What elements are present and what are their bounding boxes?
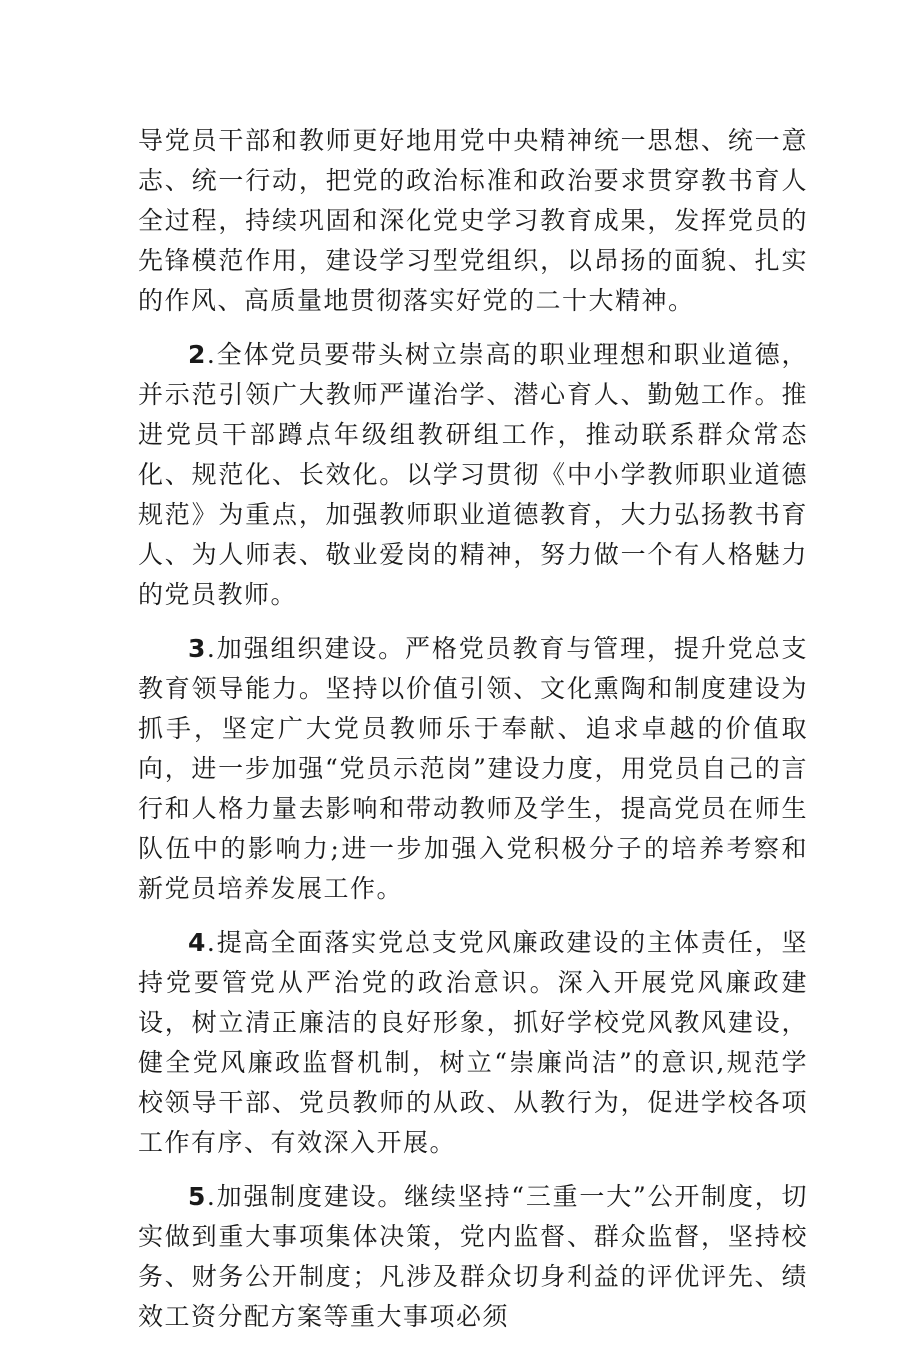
item-number: 5 — [188, 1182, 207, 1211]
paragraph-text: .提高全面落实党总支党风廉政建设的主体责任，坚持党要管党从严治党的政治意识。深入开展党风廉政建设，树立清正廉洁的良好形象，抓好学校党风教风建设，健全党风廉政监督机制，树立“崇廉尚洁”的意识,规范学校领导干部、党员教师的从政、从教行为，促进学校各项工作有序、有效深入开展。 — [138, 928, 808, 1157]
document-body — [138, 121, 808, 1351]
item-number: 3 — [188, 634, 207, 663]
paragraph-item-2 — [138, 335, 808, 615]
paragraph-item-5 — [138, 1177, 808, 1337]
paragraph-text: 导党员干部和教师更好地用党中央精神统一思想、统一意志、统一行动，把党的政治标准和政治要求贯穿教书育人全过程，持续巩固和深化党史学习教育成果，发挥党员的先锋模范作用，建设学习型党组织，以昂扬的面貌、扎实的作风、高质量地贯彻落实好党的二十大精神。 — [138, 126, 808, 315]
item-number: 2 — [188, 340, 207, 369]
paragraph-text: .加强组织建设。严格党员教育与管理，提升党总支教育领导能力。坚持以价值引领、文化熏陶和制度建设为抓手，坚定广大党员教师乐于奉献、追求卓越的价值取向，进一步加强“党员示范岗”建设力度，用党员自己的言行和人格力量去影响和带动教师及学生，提高党员在师生队伍中的影响力;进一步加强入党积极分子的培养考察和新党员培养发展工作。 — [138, 634, 808, 903]
paragraph-continuation — [138, 121, 808, 321]
paragraph-item-4 — [138, 923, 808, 1163]
item-number: 4 — [188, 928, 207, 957]
paragraph-text: .全体党员要带头树立崇高的职业理想和职业道德，并示范引领广大教师严谨治学、潜心育人、勤勉工作。推进党员干部蹲点年级组教研组工作，推动联系群众常态化、规范化、长效化。以学习贯彻《中小学教师职业道德规范》为重点，加强教师职业道德教育，大力弘扬教书育人、为人师表、敬业爱岗的精神，努力做一个有人格魅力的党员教师。 — [138, 340, 808, 609]
paragraph-text: .加强制度建设。继续坚持“三重一大”公开制度，切实做到重大事项集体决策，党内监督、群众监督，坚持校务、财务公开制度；凡涉及群众切身利益的评优评先、绩效工资分配方案等重大事项必须 — [138, 1182, 808, 1331]
paragraph-item-3 — [138, 629, 808, 909]
